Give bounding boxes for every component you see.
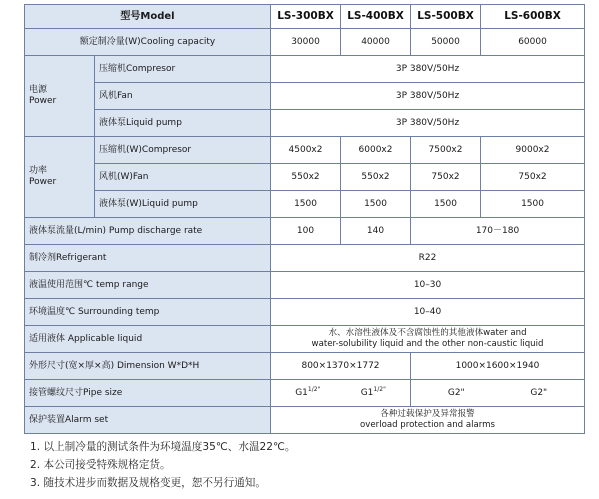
refrigerant-value: R22 (271, 245, 585, 272)
pipe-size: G2" (447, 387, 465, 398)
power-pump-row (25, 110, 585, 137)
discharge-label: 液体泵流量(L/min) Pump discharge rate (25, 218, 271, 245)
alarm-row (25, 407, 585, 434)
wattage-fan-value: 750x2 (481, 164, 585, 191)
wattage-compressor-value: 6000x2 (341, 137, 411, 164)
power-group-cn: 电源 (29, 85, 48, 95)
power-group-label (25, 56, 95, 137)
wattage-group-cn: 功率 (29, 166, 48, 176)
pipe-size: G2" (530, 387, 548, 398)
dimension-label: 外形尺寸(宽×厚×高) Dimension W*D*H (25, 353, 271, 380)
discharge-value: 170－180 (411, 218, 585, 245)
pipe-value-large (411, 380, 585, 407)
wattage-compressor-value: 4500x2 (271, 137, 341, 164)
footnotes (30, 438, 550, 492)
wattage-compressor-value: 7500x2 (411, 137, 481, 164)
power-group-en: Power (29, 96, 57, 106)
cooling-value: 60000 (481, 29, 585, 56)
discharge-value: 100 (271, 218, 341, 245)
alarm-value (271, 407, 585, 434)
wattage-pump-value: 1500 (271, 191, 341, 218)
pipe-row (25, 380, 585, 407)
alarm-line-2: overload protection and alarms (360, 420, 495, 430)
liquid-label: 适用液体 Applicable liquid (25, 326, 271, 353)
temp-range-row (25, 272, 585, 299)
dimension-value: 800×1370×1772 (271, 353, 411, 380)
header-label: 型号Model (25, 5, 271, 29)
wattage-pump-row (25, 191, 585, 218)
cooling-value: 30000 (271, 29, 341, 56)
wattage-fan-value: 550x2 (341, 164, 411, 191)
power-fan-value: 3P 380V/50Hz (271, 83, 585, 110)
model-ls-300bx: LS-300BX (271, 5, 341, 29)
liquid-value (271, 326, 585, 353)
model-ls-600bx: LS-600BX (481, 5, 585, 29)
refrigerant-label: 制冷剂Refrigerant (25, 245, 271, 272)
wattage-compressor-row (25, 137, 585, 164)
footnote: 2. 本公司接受特殊规格定货。 (30, 459, 171, 471)
pipe-size: $G1^{1/2"}$ (295, 385, 321, 398)
cooling-value: 50000 (411, 29, 481, 56)
wattage-compressor-value: 9000x2 (481, 137, 585, 164)
surrounding-label: 环境温度℃ Surrounding temp (25, 299, 271, 326)
power-compressor-value: 3P 380V/50Hz (271, 56, 585, 83)
dimension-value: 1000×1600×1940 (411, 353, 585, 380)
footnote: 3. 随技术进步而数据及规格变更，恕不另行通知。 (30, 477, 266, 489)
wattage-fan-row (25, 164, 585, 191)
power-compressor-label: 压缩机Compresor (95, 56, 271, 83)
refrigerant-row (25, 245, 585, 272)
model-ls-400bx: LS-400BX (341, 5, 411, 29)
cooling-value: 40000 (341, 29, 411, 56)
wattage-group-en: Power (29, 177, 57, 187)
spec-sheet (24, 4, 584, 434)
wattage-pump-value: 1500 (341, 191, 411, 218)
pipe-value-small (271, 380, 411, 407)
power-compressor-row (25, 56, 585, 83)
cooling-row (25, 29, 585, 56)
wattage-pump-label: 液体泵(W)Liquid pump (95, 191, 271, 218)
spec-table (24, 4, 585, 434)
pipe-size: $G1^{1/2"}$ (360, 385, 386, 398)
power-fan-row (25, 83, 585, 110)
liquid-row (25, 326, 585, 353)
temp-range-label: 液温使用范围℃ temp range (25, 272, 271, 299)
wattage-fan-value: 550x2 (271, 164, 341, 191)
surrounding-row (25, 299, 585, 326)
surrounding-value: 10–40 (271, 299, 585, 326)
alarm-label: 保护装置Alarm set (25, 407, 271, 434)
dimension-row (25, 353, 585, 380)
discharge-value: 140 (341, 218, 411, 245)
power-fan-label: 风机Fan (95, 83, 271, 110)
header-row (25, 5, 585, 29)
alarm-line-1: 各种过载保护及异常报警 (380, 409, 475, 419)
wattage-compressor-label: 压缩机(W)Compresor (95, 137, 271, 164)
cooling-label: 额定制冷量(W)Cooling capacity (25, 29, 271, 56)
discharge-row (25, 218, 585, 245)
model-ls-500bx: LS-500BX (411, 5, 481, 29)
liquid-line-1: 水、水溶性液体及不含腐蚀性的其他液体water and (328, 328, 527, 338)
pipe-label: 接管螺纹尺寸Pipe size (25, 380, 271, 407)
temp-range-value: 10–30 (271, 272, 585, 299)
wattage-pump-value: 1500 (411, 191, 481, 218)
wattage-fan-value: 750x2 (411, 164, 481, 191)
wattage-fan-label: 风机(W)Fan (95, 164, 271, 191)
wattage-pump-value: 1500 (481, 191, 585, 218)
power-pump-value: 3P 380V/50Hz (271, 110, 585, 137)
liquid-line-2: water-solubility liquid and the other non-caustic liquid (311, 339, 544, 349)
power-pump-label: 液体泵Liquid pump (95, 110, 271, 137)
footnote: 1. 以上制冷量的测试条件为环境温度35℃、水温22℃。 (30, 441, 296, 453)
wattage-group-label (25, 137, 95, 218)
